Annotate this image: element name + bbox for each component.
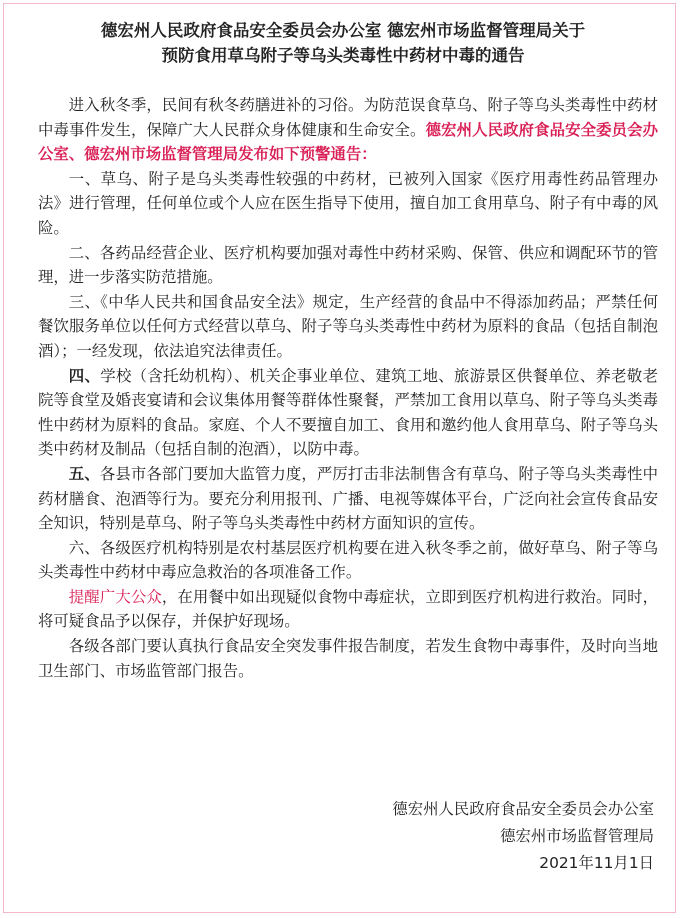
- signature-org-1: 德宏州人民政府食品安全委员会办公室: [392, 800, 654, 818]
- item-2-paragraph: 二、各药品经营企业、医疗机构要加强对毒性中药材采购、保管、供应和调配环节的管理，进一步落实防范措施。: [38, 243, 658, 287]
- item-6-paragraph: 六、各级医疗机构特别是农村基层医疗机构要在进入秋冬季之前，做好草乌、附子等乌头类毒性中药材中毒应急救治的各项准备工作。: [38, 538, 658, 582]
- intro-text: 进入秋冬季，民间有秋冬药膳进补的习俗。为防范误食草乌、附子等乌头类毒性中药材中毒事件发生，保障广大人民群众身体健康和生命安全。: [38, 96, 658, 139]
- item-4-paragraph: [38, 364, 658, 462]
- title-line-2: 预防食用草乌附子等乌头类毒性中药材中毒的通告: [161, 46, 525, 65]
- item-5-text: 各县市各部门要加大监管力度，严厉打击非法制售含有草乌、附子等乌头类毒性中药材膳食、泡酒等行为。要充分利用报刊、广播、电视等媒体平台，广泛向社会宣传食品安全知识，特别是草乌、附子等乌头类毒性中药材方面知识的宣传。: [38, 464, 658, 533]
- item-1-paragraph: 一、草乌、附子是乌头类毒性较强的中药材，已被列入国家《医疗用毒性药品管理办法》进行管理，任何单位或个人应在医生指导下使用，擅自加工食用草乌、附子有中毒的风险。: [38, 169, 658, 237]
- intro-highlight: 德宏州人民政府食品安全委员会办公室、德宏州市场监督管理局发布如下预警通告：: [38, 120, 658, 164]
- reminder-highlight: 提醒广大公众: [68, 587, 162, 606]
- notice-title: [28, 18, 658, 68]
- signature-org-2: 德宏州市场监督管理局: [500, 827, 654, 845]
- reminder-paragraph: [38, 585, 658, 634]
- signature-date: 2021年11月1日: [539, 854, 654, 872]
- closing-paragraph: 各级各部门要认真执行食品安全突发事件报告制度，若发生食物中毒事件，及时向当地卫生部门、市场监管部门报告。: [38, 637, 658, 680]
- item-4-lead: 四、: [68, 366, 101, 385]
- item-5-lead: 五、: [68, 464, 100, 483]
- item-3-paragraph: 三、《中华人民共和国食品安全法》规定，生产经营的食品中不得添加药品；严禁任何餐饮服务单位以任何方式经营以草乌、附子等乌头类毒性中药材为原料的食品（包括自制泡酒）；一经发现，依法追究法律责任。: [38, 292, 658, 360]
- item-4-text: 学校（含托幼机构）、机关企事业单位、建筑工地、旅游景区供餐单位、养老敬老院等食堂及婚丧宴请和会议集体用餐等群体性聚餐，严禁加工食用以草乌、附子等乌头类毒性中药材为原料的食品。家庭、个人不要擅自加工、食用和邀约他人食用草乌、附子等乌头类中药材及制品（包括自制的泡酒），以防中毒。: [38, 366, 658, 459]
- intro-paragraph: [38, 93, 658, 167]
- title-line-1: 德宏州人民政府食品安全委员会办公室 德宏州市场监督管理局关于: [100, 21, 586, 40]
- item-5-paragraph: [38, 462, 658, 536]
- notice-body: [38, 93, 658, 683]
- reminder-text: ，在用餐中如出现疑似食物中毒症状，立即到医疗机构进行救治。同时，将可疑食品予以保存，并保护好现场。: [38, 587, 658, 631]
- signature-block: [392, 796, 654, 877]
